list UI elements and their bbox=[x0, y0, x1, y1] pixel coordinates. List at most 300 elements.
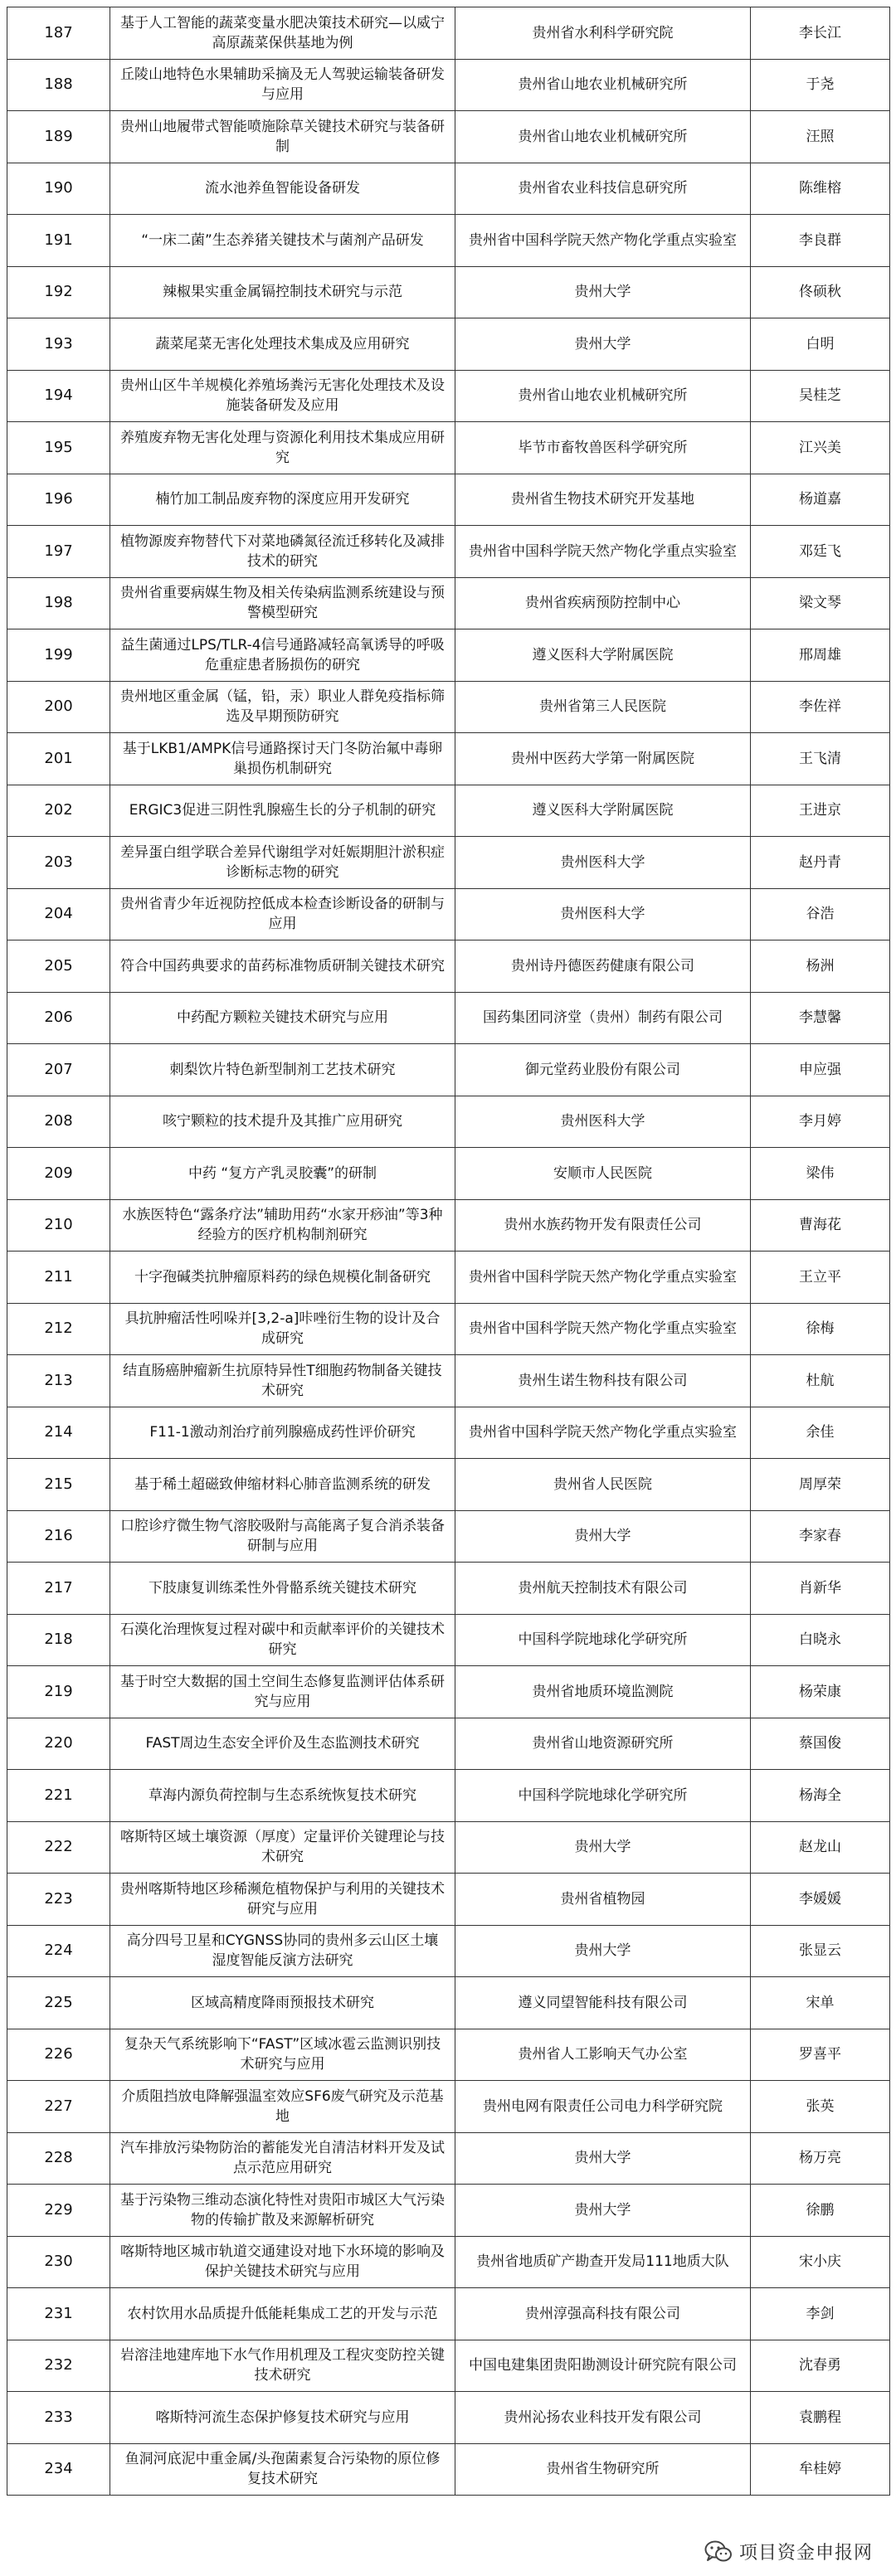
institution-cell-text: 贵州大学 bbox=[574, 284, 631, 301]
institution-cell-text: 贵州省地质矿产勘查开发局111地质大队 bbox=[476, 2253, 729, 2271]
project-title-cell-text: 流水池养鱼智能设备研发 bbox=[205, 180, 360, 197]
project-title-cell bbox=[110, 2185, 455, 2237]
institution-cell bbox=[455, 1044, 751, 1096]
principal-investigator-cell-text: 牟桂婷 bbox=[799, 2461, 841, 2478]
principal-investigator-cell bbox=[751, 2029, 890, 2081]
table-row bbox=[7, 1303, 890, 1355]
row-number-cell-text: 223 bbox=[44, 1889, 73, 1908]
project-title-cell bbox=[110, 2443, 455, 2496]
institution-cell-text: 遵义医科大学附属医院 bbox=[532, 646, 674, 663]
project-title-cell-text: 中药配方颗粒关键技术研究与应用 bbox=[177, 1009, 388, 1027]
table-row bbox=[7, 1459, 890, 1511]
row-number-cell-text: 224 bbox=[44, 1942, 73, 1960]
principal-investigator-cell-text: 佟硕秋 bbox=[799, 284, 841, 301]
principal-investigator-cell-text: 徐梅 bbox=[806, 1320, 835, 1338]
principal-investigator-cell-text: 李月婷 bbox=[799, 1113, 841, 1130]
principal-investigator-cell bbox=[751, 266, 890, 318]
project-title-cell-text: 辣椒果实重金属镉控制技术研究与示范 bbox=[163, 284, 402, 301]
row-number-cell-text: 225 bbox=[44, 1993, 73, 2011]
row-number-cell bbox=[7, 1666, 110, 1718]
principal-investigator-cell-text: 袁鹏程 bbox=[799, 2408, 841, 2426]
institution-cell bbox=[455, 733, 751, 785]
principal-investigator-cell bbox=[751, 1303, 890, 1355]
row-number-cell bbox=[7, 1355, 110, 1407]
project-title-cell bbox=[110, 888, 455, 940]
institution-cell bbox=[455, 1510, 751, 1563]
principal-investigator-cell-text: 王进京 bbox=[799, 802, 841, 819]
institution-cell-text: 遵义同望智能科技有限公司 bbox=[518, 1994, 688, 2011]
institution-cell-text: 贵州沁扬农业科技开发有限公司 bbox=[504, 2408, 702, 2426]
row-number-cell-text: 191 bbox=[44, 231, 73, 249]
table-row bbox=[7, 888, 890, 940]
principal-investigator-cell bbox=[751, 837, 890, 889]
project-title-cell-text: 口腔诊疗微生物气溶胶吸附与高能离子复合消杀装备研制与应用 bbox=[120, 1518, 445, 1555]
project-title-cell bbox=[110, 111, 455, 163]
institution-cell-text: 贵州航天控制技术有限公司 bbox=[518, 1579, 688, 1597]
table-row bbox=[7, 111, 890, 163]
project-title-cell-text: 复杂天气系统影响下“FAST”区域冰雹云监测识别技术研究与应用 bbox=[124, 2036, 441, 2073]
institution-cell-text: 贵州淳强高科技有限公司 bbox=[525, 2305, 680, 2322]
row-number-cell-text: 208 bbox=[44, 1112, 73, 1130]
project-title-cell bbox=[110, 1148, 455, 1200]
institution-cell bbox=[455, 474, 751, 526]
principal-investigator-cell-text: 杨海全 bbox=[799, 1786, 841, 1804]
institution-cell-text: 贵州生诺生物科技有限公司 bbox=[518, 1372, 688, 1389]
institution-cell bbox=[455, 1148, 751, 1200]
project-title-cell bbox=[110, 629, 455, 682]
row-number-cell-text: 222 bbox=[44, 1838, 73, 1856]
institution-cell bbox=[455, 163, 751, 215]
row-number-cell-text: 220 bbox=[44, 1734, 73, 1752]
table-row bbox=[7, 1044, 890, 1096]
principal-investigator-cell bbox=[751, 1614, 890, 1666]
principal-investigator-cell-text: 李媛媛 bbox=[799, 1890, 841, 1908]
principal-investigator-cell-text: 杨万亮 bbox=[799, 2150, 841, 2167]
institution-cell bbox=[455, 2132, 751, 2185]
principal-investigator-cell-text: 申应强 bbox=[799, 1061, 841, 1078]
principal-investigator-cell bbox=[751, 111, 890, 163]
principal-investigator-cell bbox=[751, 2081, 890, 2133]
table-row bbox=[7, 422, 890, 474]
row-number-cell-text: 192 bbox=[44, 283, 73, 301]
project-title-cell-text: “一床二菌”生态养猪关键技术与菌剂产品研发 bbox=[141, 231, 424, 249]
row-number-cell-text: 219 bbox=[44, 1682, 73, 1700]
table-row bbox=[7, 1614, 890, 1666]
row-number-cell bbox=[7, 2392, 110, 2444]
project-title-cell bbox=[110, 2132, 455, 2185]
principal-investigator-cell-text: 杨洲 bbox=[806, 957, 835, 975]
project-title-cell-text: 益生菌通过LPS/TLR-4信号通路减轻高氧诱导的呼吸危重症患者肠损伤的研究 bbox=[120, 636, 445, 673]
principal-investigator-cell bbox=[751, 1252, 890, 1304]
row-number-cell-text: 218 bbox=[44, 1631, 73, 1649]
row-number-cell-text: 205 bbox=[44, 956, 73, 975]
principal-investigator-cell-text: 陈维榕 bbox=[799, 180, 841, 197]
table-row bbox=[7, 2236, 890, 2288]
row-number-cell bbox=[7, 992, 110, 1044]
institution-cell bbox=[455, 785, 751, 837]
row-number-cell bbox=[7, 577, 110, 629]
principal-investigator-cell-text: 杜航 bbox=[806, 1372, 835, 1389]
institution-cell-text: 毕节市畜牧兽医科学研究所 bbox=[518, 439, 688, 456]
project-title-cell bbox=[110, 1977, 455, 2029]
project-title-cell bbox=[110, 215, 455, 267]
row-number-cell-text: 216 bbox=[44, 1527, 73, 1545]
project-title-cell-text: 水族医特色“露条疗法”辅助用药“水家开痧油”等3种经验方的医疗机构制剂研究 bbox=[122, 1207, 443, 1244]
row-number-cell bbox=[7, 2236, 110, 2288]
row-number-cell-text: 197 bbox=[44, 542, 73, 560]
institution-cell-text: 贵州省生物技术研究开发基地 bbox=[511, 491, 694, 508]
institution-cell-text: 贵州省植物园 bbox=[560, 1890, 645, 1908]
project-title-cell-text: 介质阻挡放电降解强温室效应SF6废气研究及示范基地 bbox=[121, 2088, 444, 2125]
project-title-cell bbox=[110, 318, 455, 371]
institution-cell bbox=[455, 422, 751, 474]
project-title-cell-text: 草海内源负荷控制与生态系统恢复技术研究 bbox=[149, 1786, 416, 1804]
row-number-cell bbox=[7, 163, 110, 215]
principal-investigator-cell-text: 蔡国俊 bbox=[799, 1735, 841, 1752]
row-number-cell bbox=[7, 1874, 110, 1926]
row-number-cell-text: 232 bbox=[44, 2356, 73, 2374]
institution-cell-text: 遵义医科大学附属医院 bbox=[532, 802, 674, 819]
row-number-cell bbox=[7, 940, 110, 993]
project-title-cell-text: 咳宁颗粒的技术提升及其推广应用研究 bbox=[163, 1113, 402, 1130]
row-number-cell bbox=[7, 266, 110, 318]
row-number-cell-text: 194 bbox=[44, 386, 73, 405]
principal-investigator-cell-text: 吴桂芝 bbox=[799, 387, 841, 405]
principal-investigator-cell-text: 宋小庆 bbox=[799, 2253, 841, 2271]
row-number-cell-text: 195 bbox=[44, 438, 73, 456]
principal-investigator-cell-text: 徐鹏 bbox=[806, 2201, 835, 2219]
principal-investigator-cell bbox=[751, 1510, 890, 1563]
principal-investigator-cell-text: 宋单 bbox=[806, 1994, 835, 2011]
row-number-cell-text: 228 bbox=[44, 2149, 73, 2167]
institution-cell bbox=[455, 1199, 751, 1252]
institution-cell-text: 安顺市人民医院 bbox=[553, 1164, 652, 1182]
row-number-cell bbox=[7, 2132, 110, 2185]
project-title-cell bbox=[110, 1355, 455, 1407]
row-number-cell bbox=[7, 1770, 110, 1822]
principal-investigator-cell bbox=[751, 2392, 890, 2444]
institution-cell-text: 贵州省山地农业机械研究所 bbox=[518, 387, 688, 405]
institution-cell bbox=[455, 1303, 751, 1355]
project-title-cell-text: 喀斯特河流生态保护修复技术研究与应用 bbox=[155, 2408, 410, 2426]
principal-investigator-cell bbox=[751, 888, 890, 940]
principal-investigator-cell bbox=[751, 2443, 890, 2496]
principal-investigator-cell-text: 李剑 bbox=[806, 2305, 835, 2322]
project-title-cell-text: 贵州省重要病媒生物及相关传染病监测系统建设与预警模型研究 bbox=[120, 585, 445, 622]
institution-cell bbox=[455, 2081, 751, 2133]
institution-cell bbox=[455, 992, 751, 1044]
project-title-cell-text: 养殖废弃物无害化处理与资源化利用技术集成应用研究 bbox=[120, 429, 445, 466]
project-title-cell-text: 岩溶洼地建库地下水气作用机理及工程灾变防控关键技术研究 bbox=[120, 2347, 445, 2384]
table-row bbox=[7, 474, 890, 526]
principal-investigator-cell-text: 赵丹青 bbox=[799, 853, 841, 871]
table-row bbox=[7, 992, 890, 1044]
principal-investigator-cell bbox=[751, 1977, 890, 2029]
project-title-cell-text: F11-1激动剂治疗前列腺癌成药性评价研究 bbox=[149, 1424, 416, 1441]
row-number-cell bbox=[7, 2029, 110, 2081]
row-number-cell bbox=[7, 474, 110, 526]
principal-investigator-cell-text: 肖新华 bbox=[799, 1579, 841, 1597]
institution-cell-text: 贵州省第三人民医院 bbox=[539, 698, 666, 716]
table-row bbox=[7, 318, 890, 371]
project-title-cell bbox=[110, 59, 455, 111]
institution-cell-text: 贵州省疾病预防控制中心 bbox=[525, 595, 680, 612]
row-number-cell-text: 209 bbox=[44, 1164, 73, 1182]
principal-investigator-cell-text: 杨荣康 bbox=[799, 1683, 841, 1700]
principal-investigator-cell bbox=[751, 1925, 890, 1977]
row-number-cell-text: 196 bbox=[44, 490, 73, 508]
principal-investigator-cell-text: 李长江 bbox=[799, 24, 841, 41]
principal-investigator-cell bbox=[751, 59, 890, 111]
project-title-cell-text: 贵州地区重金属（锰，铅，汞）职业人群免疫指标筛选及早期预防研究 bbox=[120, 688, 445, 726]
row-number-cell bbox=[7, 59, 110, 111]
institution-cell bbox=[455, 215, 751, 267]
institution-cell bbox=[455, 2443, 751, 2496]
table-row bbox=[7, 2392, 890, 2444]
institution-cell bbox=[455, 1666, 751, 1718]
table-row bbox=[7, 940, 890, 993]
project-list-table bbox=[7, 7, 890, 2496]
institution-cell bbox=[455, 59, 751, 111]
project-title-cell bbox=[110, 1614, 455, 1666]
table-row bbox=[7, 526, 890, 578]
principal-investigator-cell bbox=[751, 474, 890, 526]
principal-investigator-cell-text: 李佐祥 bbox=[799, 698, 841, 716]
principal-investigator-cell bbox=[751, 1563, 890, 1615]
institution-cell-text: 贵州大学 bbox=[574, 335, 631, 352]
row-number-cell bbox=[7, 888, 110, 940]
institution-cell bbox=[455, 1252, 751, 1304]
project-title-cell-text: 差异蛋白组学联合差异代谢组学对妊娠期胆汁淤积症诊断标志物的研究 bbox=[120, 843, 445, 881]
row-number-cell-text: 207 bbox=[44, 1060, 73, 1078]
project-title-cell bbox=[110, 992, 455, 1044]
table-row bbox=[7, 837, 890, 889]
principal-investigator-cell bbox=[751, 577, 890, 629]
project-title-cell-text: 贵州喀斯特地区珍稀濒危植物保护与利用的关键技术研究与应用 bbox=[120, 1880, 445, 1917]
project-title-cell bbox=[110, 1199, 455, 1252]
row-number-cell bbox=[7, 837, 110, 889]
institution-cell bbox=[455, 1355, 751, 1407]
project-title-cell-text: 高分四号卫星和CYGNSS协同的贵州多云山区土壤湿度智能反演方法研究 bbox=[126, 1932, 439, 1970]
row-number-cell bbox=[7, 681, 110, 733]
principal-investigator-cell bbox=[751, 163, 890, 215]
table-row bbox=[7, 2029, 890, 2081]
table-row bbox=[7, 681, 890, 733]
principal-investigator-cell-text: 于尧 bbox=[806, 76, 835, 94]
row-number-cell bbox=[7, 733, 110, 785]
table-row bbox=[7, 163, 890, 215]
row-number-cell-text: 203 bbox=[44, 853, 73, 871]
row-number-cell-text: 193 bbox=[44, 334, 73, 352]
row-number-cell bbox=[7, 526, 110, 578]
institution-cell bbox=[455, 1821, 751, 1874]
principal-investigator-cell-text: 李家春 bbox=[799, 1528, 841, 1545]
principal-investigator-cell bbox=[751, 7, 890, 60]
table-row bbox=[7, 1977, 890, 2029]
principal-investigator-cell-text: 罗喜平 bbox=[799, 2046, 841, 2063]
row-number-cell-text: 201 bbox=[44, 749, 73, 767]
row-number-cell-text: 227 bbox=[44, 2097, 73, 2115]
project-title-cell-text: 基于LKB1/AMPK信号通路探讨天门冬防治氟中毒卵巢损伤机制研究 bbox=[122, 740, 443, 777]
institution-cell-text: 贵州中医药大学第一附属医院 bbox=[511, 750, 694, 767]
project-title-cell bbox=[110, 2288, 455, 2340]
project-title-cell-text: 符合中国药典要求的苗药标准物质研制关键技术研究 bbox=[120, 957, 445, 975]
principal-investigator-cell bbox=[751, 1355, 890, 1407]
principal-investigator-cell bbox=[751, 785, 890, 837]
row-number-cell-text: 233 bbox=[44, 2408, 73, 2426]
institution-cell-text: 贵州医科大学 bbox=[560, 906, 645, 923]
table-row bbox=[7, 1148, 890, 1200]
institution-cell-text: 贵州省中国科学院天然产物化学重点实验室 bbox=[469, 1424, 737, 1441]
principal-investigator-cell-text: 周厚荣 bbox=[799, 1475, 841, 1493]
row-number-cell bbox=[7, 2340, 110, 2392]
principal-investigator-cell-text: 汪照 bbox=[806, 128, 835, 145]
principal-investigator-cell bbox=[751, 2340, 890, 2392]
principal-investigator-cell bbox=[751, 1044, 890, 1096]
project-title-cell bbox=[110, 1510, 455, 1563]
row-number-cell bbox=[7, 2288, 110, 2340]
institution-cell bbox=[455, 7, 751, 60]
institution-cell-text: 贵州大学 bbox=[574, 1528, 631, 1545]
project-title-cell-text: 十字孢碱类抗肿瘤原料药的绿色规模化制备研究 bbox=[134, 1268, 431, 1286]
institution-cell-text: 贵州省中国科学院天然产物化学重点实验室 bbox=[469, 542, 737, 560]
table-row bbox=[7, 1770, 890, 1822]
row-number-cell bbox=[7, 1821, 110, 1874]
institution-cell bbox=[455, 1614, 751, 1666]
institution-cell bbox=[455, 266, 751, 318]
table-row bbox=[7, 1199, 890, 1252]
project-title-cell bbox=[110, 7, 455, 60]
watermark-text: 项目资金申报网 bbox=[738, 2543, 873, 2564]
principal-investigator-cell-text: 李良群 bbox=[799, 231, 841, 249]
row-number-cell-text: 188 bbox=[44, 75, 73, 94]
row-number-cell-text: 215 bbox=[44, 1475, 73, 1493]
institution-cell bbox=[455, 1459, 751, 1511]
institution-cell bbox=[455, 2288, 751, 2340]
table-row bbox=[7, 1666, 890, 1718]
institution-cell bbox=[455, 1925, 751, 1977]
project-title-cell bbox=[110, 370, 455, 422]
project-title-cell-text: FAST周边生态安全评价及生态监测技术研究 bbox=[145, 1735, 420, 1752]
institution-cell-text: 贵州医科大学 bbox=[560, 1113, 645, 1130]
institution-cell bbox=[455, 111, 751, 163]
institution-cell-text: 贵州省中国科学院天然产物化学重点实验室 bbox=[469, 1320, 737, 1338]
principal-investigator-cell-text: 邢周雄 bbox=[799, 646, 841, 663]
principal-investigator-cell bbox=[751, 318, 890, 371]
row-number-cell bbox=[7, 1303, 110, 1355]
table-row bbox=[7, 1510, 890, 1563]
row-number-cell bbox=[7, 1459, 110, 1511]
row-number-cell bbox=[7, 1925, 110, 1977]
principal-investigator-cell-text: 梁伟 bbox=[806, 1164, 835, 1182]
institution-cell-text: 贵州省山地农业机械研究所 bbox=[518, 128, 688, 145]
principal-investigator-cell-text: 王立平 bbox=[799, 1268, 841, 1286]
row-number-cell bbox=[7, 2081, 110, 2133]
project-title-cell bbox=[110, 1925, 455, 1977]
institution-cell bbox=[455, 526, 751, 578]
principal-investigator-cell bbox=[751, 940, 890, 993]
institution-cell bbox=[455, 2029, 751, 2081]
project-title-cell-text: 农村饮用水品质提升低能耗集成工艺的开发与示范 bbox=[127, 2305, 438, 2322]
row-number-cell-text: 199 bbox=[44, 645, 73, 663]
row-number-cell-text: 217 bbox=[44, 1578, 73, 1597]
institution-cell-text: 贵州诗丹德医药健康有限公司 bbox=[511, 957, 694, 975]
principal-investigator-cell-text: 白明 bbox=[806, 335, 835, 352]
principal-investigator-cell bbox=[751, 629, 890, 682]
principal-investigator-cell bbox=[751, 1199, 890, 1252]
row-number-cell-text: 198 bbox=[44, 594, 73, 612]
project-title-cell bbox=[110, 837, 455, 889]
project-title-cell bbox=[110, 681, 455, 733]
row-number-cell-text: 189 bbox=[44, 127, 73, 145]
institution-cell-text: 贵州大学 bbox=[574, 2201, 631, 2219]
project-title-cell bbox=[110, 785, 455, 837]
principal-investigator-cell-text: 王飞清 bbox=[799, 750, 841, 767]
project-title-cell bbox=[110, 2081, 455, 2133]
row-number-cell bbox=[7, 111, 110, 163]
row-number-cell bbox=[7, 1614, 110, 1666]
principal-investigator-cell-text: 张英 bbox=[806, 2097, 835, 2115]
principal-investigator-cell-text: 曹海花 bbox=[799, 1217, 841, 1234]
watermark bbox=[699, 2535, 881, 2568]
project-title-cell-text: 基于时空大数据的国土空间生态修复监测评估体系研究与应用 bbox=[120, 1673, 445, 1710]
institution-cell-text: 国药集团同济堂（贵州）制药有限公司 bbox=[483, 1009, 723, 1027]
project-title-cell bbox=[110, 266, 455, 318]
table-row bbox=[7, 1252, 890, 1304]
institution-cell bbox=[455, 370, 751, 422]
institution-cell-text: 贵州大学 bbox=[574, 2150, 631, 2167]
principal-investigator-cell-text: 李慧馨 bbox=[799, 1009, 841, 1027]
institution-cell-text: 中国电建集团贵阳勘测设计研究院有限公司 bbox=[469, 2357, 737, 2374]
table-row bbox=[7, 1821, 890, 1874]
row-number-cell-text: 229 bbox=[44, 2200, 73, 2219]
row-number-cell-text: 210 bbox=[44, 1216, 73, 1234]
institution-cell-text: 贵州省地质环境监测院 bbox=[532, 1683, 674, 1700]
project-title-cell bbox=[110, 474, 455, 526]
row-number-cell bbox=[7, 2443, 110, 2496]
row-number-cell bbox=[7, 2185, 110, 2237]
row-number-cell bbox=[7, 1148, 110, 1200]
principal-investigator-cell-text: 杨道嘉 bbox=[799, 491, 841, 508]
project-title-cell-text: 中药 “复方产乳灵胶囊”的研制 bbox=[187, 1164, 377, 1182]
institution-cell bbox=[455, 1977, 751, 2029]
principal-investigator-cell-text: 余佳 bbox=[806, 1424, 835, 1441]
institution-cell-text: 贵州大学 bbox=[574, 1839, 631, 1856]
row-number-cell bbox=[7, 1199, 110, 1252]
institution-cell-text: 贵州医科大学 bbox=[560, 853, 645, 871]
principal-investigator-cell-text: 江兴美 bbox=[799, 439, 841, 456]
principal-investigator-cell bbox=[751, 1407, 890, 1459]
wechat-icon bbox=[704, 2540, 733, 2564]
table-row bbox=[7, 1355, 890, 1407]
principal-investigator-cell bbox=[751, 1148, 890, 1200]
institution-cell-text: 贵州电网有限责任公司电力科学研究院 bbox=[483, 2097, 723, 2115]
project-title-cell-text: 贵州山区牛羊规模化养殖场粪污无害化处理技术及设施装备研发及应用 bbox=[120, 377, 445, 415]
principal-investigator-cell bbox=[751, 681, 890, 733]
institution-cell bbox=[455, 1096, 751, 1148]
project-title-cell bbox=[110, 2029, 455, 2081]
institution-cell bbox=[455, 837, 751, 889]
project-title-cell bbox=[110, 577, 455, 629]
principal-investigator-cell-text: 邓廷飞 bbox=[799, 542, 841, 560]
project-title-cell bbox=[110, 1718, 455, 1770]
project-title-cell-text: 楠竹加工制品废弃物的深度应用开发研究 bbox=[155, 491, 410, 508]
project-title-cell-text: 蔬菜尾菜无害化处理技术集成及应用研究 bbox=[155, 335, 410, 352]
table-row bbox=[7, 1407, 890, 1459]
row-number-cell-text: 221 bbox=[44, 1786, 73, 1804]
institution-cell-text: 贵州大学 bbox=[574, 1942, 631, 1960]
project-title-cell-text: 基于人工智能的蔬菜变量水肥决策技术研究—以威宁高原蔬菜保供基地为例 bbox=[120, 14, 445, 51]
